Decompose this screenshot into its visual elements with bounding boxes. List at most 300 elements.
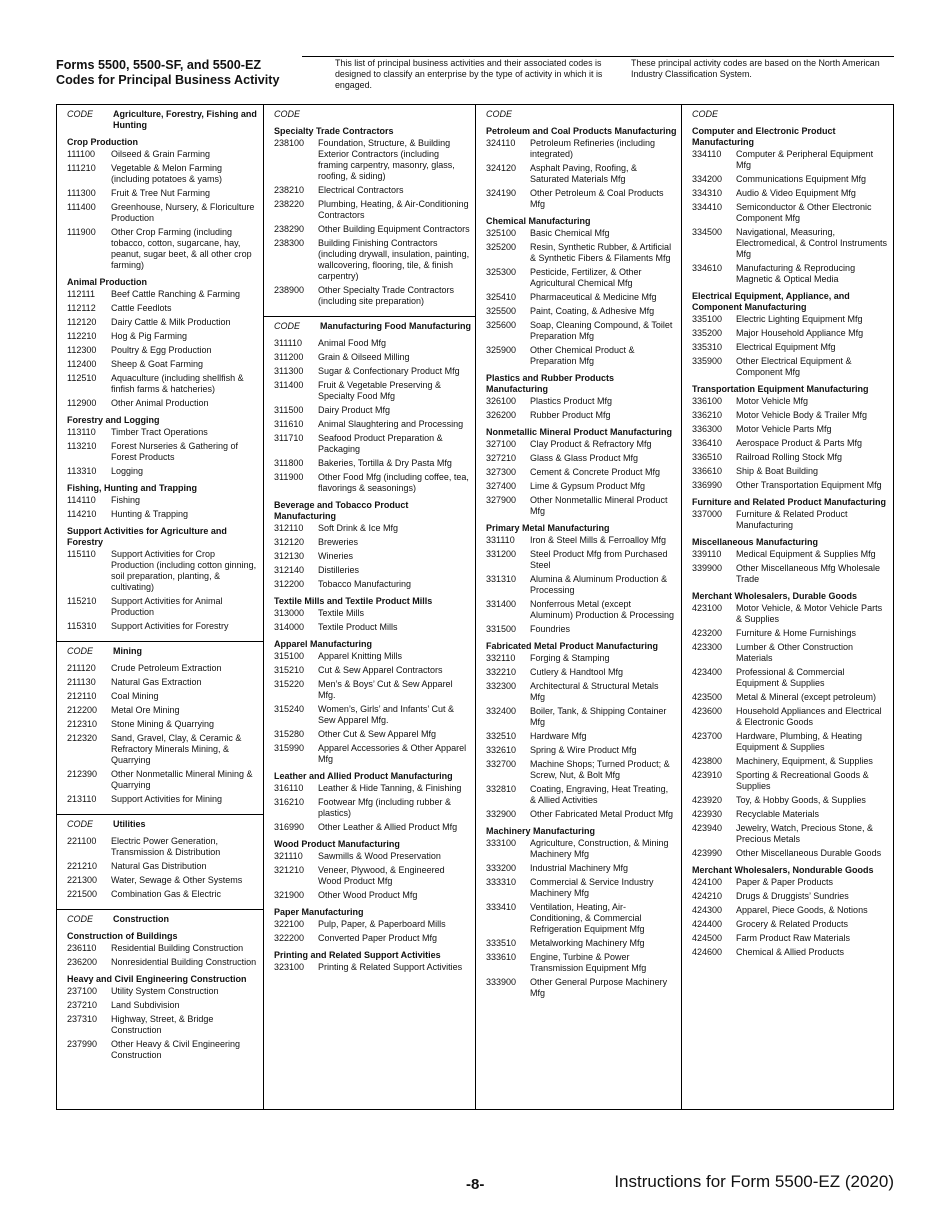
code-row [692,424,890,435]
code-row [486,599,678,621]
activity-code: 333610 [486,952,517,962]
activity-description: Plumbing, Heating, & Air-Conditioning Contractors [318,199,469,220]
activity-code: 111900 [67,227,96,237]
activity-description: Highway, Street, & Bridge Construction [111,1014,214,1035]
group-title: Computer and Electronic Product Manufacturing [692,126,836,147]
activity-code: 327300 [486,467,517,477]
code-row [67,188,259,199]
activity-code: 212390 [67,769,98,779]
activity-description: Sugar & Confectionary Product Mfg [318,366,460,376]
activity-description: Railroad Rolling Stock Mfg [736,452,843,462]
code-group [692,497,890,531]
code-group [67,931,259,968]
activity-description: Wineries [318,551,354,561]
code-row [67,509,259,520]
code-row [274,138,472,182]
activity-code: 423920 [692,795,723,805]
code-row [692,227,890,260]
code-row [486,228,678,239]
activity-description: Other Food Mfg (including coffee, tea, flavorings & seasonings) [318,472,469,493]
code-row [67,957,259,968]
activity-code: 315220 [274,679,305,689]
code-group [67,137,259,271]
code-row [67,943,259,954]
activity-code: 221300 [67,875,98,885]
activity-description: Furniture & Home Furnishings [736,628,857,638]
activity-description: Resin, Synthetic Rubber, & Artificial & Synthetic Fibers & Filaments Mfg [530,242,672,263]
activity-description: Support Activities for Forestry [111,621,229,631]
activity-code: 325300 [486,267,517,277]
activity-description: Nonresidential Building Construction [111,957,257,967]
code-row [692,263,890,285]
group-title: Leather and Allied Product Manufacturing [274,771,453,781]
activity-description: Natural Gas Distribution [111,861,207,871]
activity-description: Poultry & Egg Production [111,345,212,355]
activity-description: Apparel Knitting Mills [318,651,403,661]
activity-code: 336300 [692,424,723,434]
activity-code: 326200 [486,410,517,420]
code-row [692,410,890,421]
activity-description: Electrical Contractors [318,185,404,195]
activity-code: 315280 [274,729,305,739]
code-group [486,427,678,517]
activity-description: Sporting & Recreational Goods & Supplies [736,770,869,791]
code-row [692,809,890,820]
code-row [274,962,472,973]
code-row [692,188,890,199]
activity-code: 332110 [486,653,516,663]
activity-code: 424400 [692,919,723,929]
activity-description: Grain & Oilseed Milling [318,352,410,362]
activity-description: Major Household Appliance Mfg [736,328,864,338]
activity-description: Forging & Stamping [530,653,610,663]
code-row [486,163,678,185]
activity-description: Building Finishing Contractors (including drywall, insulation, painting, wallcovering, flooring, tile, & finish carpentry) [318,238,470,281]
group-title: Specialty Trade Contractors [274,126,394,136]
activity-code: 331110 [486,535,515,545]
activity-description: Boiler, Tank, & Shipping Container Mfg [530,706,667,727]
code-section [682,105,894,963]
code-row [67,986,259,997]
activity-description: Other Heavy & Civil Engineering Construction [111,1039,241,1060]
activity-code: 325410 [486,292,517,302]
activity-description: Metal Ore Mining [111,705,180,715]
activity-description: Other Animal Production [111,398,209,408]
activity-description: Other Specialty Trade Contractors (including site preparation) [318,285,455,306]
activity-code: 424210 [692,891,723,901]
activity-code: 315100 [274,651,305,661]
code-row [692,603,890,625]
code-group [67,974,259,1061]
code-row [486,396,678,407]
code-row [67,303,259,314]
activity-code: 423600 [692,706,723,716]
code-label: CODE [67,109,94,119]
activity-description: Textile Mills [318,608,365,618]
activity-description: Metal & Mineral (except petroleum) [736,692,877,702]
code-row [274,419,472,430]
activity-description: Petroleum Refineries (including integrated) [530,138,656,159]
activity-code: 325500 [486,306,517,316]
naics-note: These principal activity codes are based on the North American Industry Classification System. [631,58,880,80]
activity-description: Paper & Paper Products [736,877,834,887]
code-row [692,549,890,560]
activity-code: 238210 [274,185,305,195]
code-row [692,848,890,859]
code-group [67,277,259,409]
code-row [274,185,472,196]
activity-description: Semiconductor & Other Electronic Component Mfg [736,202,872,223]
code-row [67,1014,259,1036]
group-title: Furniture and Related Product Manufacturing [692,497,887,507]
code-row [486,653,678,664]
code-group [67,663,259,805]
code-row [274,729,472,740]
activity-description: Sawmills & Wood Preservation [318,851,441,861]
activity-code: 333900 [486,977,517,987]
activity-code: 327210 [486,453,517,463]
activity-code: 333200 [486,863,517,873]
activity-code: 324120 [486,163,517,173]
code-group [274,639,472,765]
code-row [486,495,678,517]
activity-code: 323100 [274,962,305,972]
activity-code: 333510 [486,938,517,948]
code-row [67,359,259,370]
group-title: Paper Manufacturing [274,907,364,917]
code-row [67,861,259,872]
activity-description: Paint, Coating, & Adhesive Mfg [530,306,655,316]
activity-description: Steel Product Mfg from Purchased Steel [530,549,668,570]
activity-code: 324110 [486,138,516,148]
activity-description: Jewelry, Watch, Precious Stone, & Precious Metals [736,823,874,844]
code-row [67,663,259,674]
code-row [67,441,259,463]
activity-code: 424300 [692,905,723,915]
code-row [692,947,890,958]
activity-code: 312130 [274,551,305,561]
activity-description: Residential Building Construction [111,943,244,953]
group-title: Primary Metal Manufacturing [486,523,610,533]
activity-description: Dairy Cattle & Milk Production [111,317,231,327]
code-row [692,466,890,477]
code-section [57,909,263,1066]
code-row [692,438,890,449]
activity-code: 111300 [67,188,96,198]
activity-code: 315240 [274,704,305,714]
code-label: CODE [486,109,513,119]
code-row [486,706,678,728]
activity-description: Stone Mining & Quarrying [111,719,215,729]
code-row [486,759,678,781]
activity-code: 311400 [274,380,304,390]
activity-description: Other Petroleum & Coal Products Mfg [530,188,664,209]
code-row [67,691,259,702]
activity-description: Toy, & Hobby Goods, & Supplies [736,795,866,805]
activity-code: 211130 [67,677,96,687]
activity-description: Fruit & Tree Nut Farming [111,188,211,198]
activity-description: Electric Power Generation, Transmission & Distribution [111,836,221,857]
activity-description: Apparel Accessories & Other Apparel Mfg [318,743,467,764]
code-row [692,919,890,930]
group-title: Heavy and Civil Engineering Construction [67,974,247,984]
activity-code: 316990 [274,822,305,832]
activity-code: 327100 [486,439,517,449]
activity-code: 335900 [692,356,723,366]
code-row [67,769,259,791]
code-group [67,526,259,632]
code-row [486,467,678,478]
activity-description: Metalworking Machinery Mfg [530,938,645,948]
code-row [67,227,259,271]
activity-description: Support Activities for Crop Production (including cotton ginning, soil preparation, planting, & cultivating) [111,549,257,592]
activity-description: Greenhouse, Nursery, & Floriculture Production [111,202,255,223]
group-title: Beverage and Tobacco Product Manufacturing [274,500,409,521]
activity-description: Animal Food Mfg [318,338,387,348]
activity-description: Vegetable & Melon Farming (including potatoes & yams) [111,163,223,184]
activity-code: 112111 [67,289,96,299]
activity-description: Engine, Turbine & Power Transmission Equipment Mfg [530,952,647,973]
section-title: Utilities [113,819,146,829]
activity-code: 339110 [692,549,722,559]
code-row [274,933,472,944]
code-group [274,596,472,633]
activity-description: Recyclable Materials [736,809,820,819]
activity-code: 332900 [486,809,517,819]
codes-column [263,105,476,1109]
activity-description: Spring & Wire Product Mfg [530,745,637,755]
activity-code: 212310 [67,719,98,729]
activity-description: Hunting & Trapping [111,509,189,519]
code-group [692,291,890,378]
activity-code: 322200 [274,933,305,943]
activity-description: Foundation, Structure, & Building Exterior Contractors (including framing carpentry, masonry, glass, roofing, & siding) [318,138,455,181]
code-group [274,126,472,307]
activity-code: 322100 [274,919,305,929]
activity-description: Sand, Gravel, Clay, & Ceramic & Refractory Minerals Mining, & Quarrying [111,733,242,765]
activity-description: Other Nonmetallic Mineral Product Mfg [530,495,668,516]
activity-code: 336510 [692,452,723,462]
activity-description: Ventilation, Heating, Air-Conditioning, & Commercial Refrigeration Equipment Mfg [530,902,645,934]
code-section [57,814,263,905]
activity-description: Printing & Related Support Activities [318,962,463,972]
activity-description: Clay Product & Refractory Mfg [530,439,652,449]
code-group [274,907,472,944]
codes-column [57,105,263,1109]
activity-code: 115310 [67,621,97,631]
activity-description: Logging [111,466,144,476]
activity-code: 423100 [692,603,723,613]
code-row [274,458,472,469]
code-row [486,877,678,899]
activity-description: Household Appliances and Electrical & Electronic Goods [736,706,882,727]
activity-description: Hardware Mfg [530,731,587,741]
code-row [274,665,472,676]
codes-column [475,105,682,1109]
activity-code: 334110 [692,149,722,159]
activity-description: Nonferrous Metal (except Aluminum) Production & Processing [530,599,675,620]
code-row [486,681,678,703]
page-number: -8- [466,1176,485,1193]
activity-description: Motor Vehicle Parts Mfg [736,424,832,434]
code-row [692,823,890,845]
activity-description: Manufacturing & Reproducing Magnetic & Optical Media [736,263,856,284]
code-row [692,933,890,944]
activity-description: Medical Equipment & Supplies Mfg [736,549,876,559]
activity-code: 336610 [692,466,723,476]
activity-code: 115210 [67,596,97,606]
code-row [274,579,472,590]
activity-code: 213110 [67,794,97,804]
activity-code: 336990 [692,480,723,490]
code-row [486,952,678,974]
code-row [486,453,678,464]
activity-description: Communications Equipment Mfg [736,174,867,184]
activity-code: 334200 [692,174,723,184]
activity-description: Apparel, Piece Goods, & Notions [736,905,868,915]
activity-description: Women’s, Girls’ and Infants’ Cut & Sew Apparel Mfg. [318,704,455,725]
code-row [486,345,678,367]
activity-description: Other Miscellaneous Mfg Wholesale Trade [736,563,881,584]
activity-description: Textile Product Mills [318,622,398,632]
code-row [274,285,472,307]
code-group [274,338,472,494]
activity-description: Footwear Mfg (including rubber & plastics) [318,797,452,818]
activity-code: 332610 [486,745,517,755]
activity-code: 312110 [274,523,304,533]
code-row [67,317,259,328]
footer-title: Instructions for Form 5500-EZ (2020) [614,1172,894,1191]
activity-description: Hardware, Plumbing, & Heating Equipment & Supplies [736,731,863,752]
activity-description: Other General Purpose Machinery Mfg [530,977,668,998]
activity-description: Other Electrical Equipment & Component Mfg [736,356,852,377]
code-row [67,836,259,858]
activity-description: Support Activities for Animal Production [111,596,223,617]
code-row [274,338,472,349]
code-row [67,596,259,618]
activity-description: Rubber Product Mfg [530,410,611,420]
activity-code: 423400 [692,667,723,677]
section-title: Manufacturing Food Manufacturing [320,321,471,331]
code-row [486,242,678,264]
activity-description: Crude Petroleum Extraction [111,663,222,673]
activity-description: Audio & Video Equipment Mfg [736,188,856,198]
code-row [692,452,890,463]
activity-description: Coal Mining [111,691,159,701]
activity-description: Pharmaceutical & Medicine Mfg [530,292,657,302]
activity-code: 332700 [486,759,517,769]
activity-description: Other Crop Farming (including tobacco, cotton, sugarcane, hay, peanut, sugar beet, & all other crop farming) [111,227,252,270]
activity-code: 332510 [486,731,517,741]
code-row [274,366,472,377]
code-row [274,380,472,402]
activity-code: 333410 [486,902,517,912]
code-row [67,794,259,805]
code-row [67,466,259,477]
activity-description: Beef Cattle Ranching & Farming [111,289,241,299]
activity-code: 316110 [274,783,304,793]
code-row [67,163,259,185]
code-row [274,890,472,901]
code-row [486,188,678,210]
activity-code: 112120 [67,317,97,327]
codes-column [681,105,894,1109]
code-row [274,537,472,548]
activity-description: Other Cut & Sew Apparel Mfg [318,729,437,739]
code-group [692,591,890,859]
activity-description: Distilleries [318,565,360,575]
activity-code: 325200 [486,242,517,252]
activity-code: 333310 [486,877,517,887]
section-title: Agriculture, Forestry, Fishing and Hunting [113,109,257,130]
group-title: Animal Production [67,277,148,287]
activity-code: 332210 [486,667,517,677]
section-header [274,321,472,332]
activity-description: Furniture & Related Product Manufacturing [736,509,848,530]
activity-code: 331500 [486,624,517,634]
code-group [486,373,678,421]
activity-code: 221500 [67,889,98,899]
activity-code: 423800 [692,756,723,766]
code-group [486,826,678,999]
activity-code: 113210 [67,441,97,451]
activity-code: 111400 [67,202,96,212]
activity-code: 311500 [274,405,304,415]
activity-description: Machinery, Equipment, & Supplies [736,756,873,766]
code-row [67,875,259,886]
activity-description: Cement & Concrete Product Mfg [530,467,661,477]
activity-code: 423500 [692,692,723,702]
code-row [67,331,259,342]
code-row [692,509,890,531]
activity-code: 238290 [274,224,305,234]
code-row [486,809,678,820]
code-row [274,919,472,930]
activity-code: 237210 [67,1000,98,1010]
code-row [486,320,678,342]
activity-code: 423940 [692,823,723,833]
activity-code: 111100 [67,149,96,159]
code-group [67,415,259,477]
activity-description: Pesticide, Fertilizer, & Other Agricultural Chemical Mfg [530,267,642,288]
activity-code: 336210 [692,410,723,420]
activity-code: 327400 [486,481,517,491]
code-row [692,731,890,753]
code-row [274,651,472,662]
code-row [67,889,259,900]
activity-description: Other Fabricated Metal Product Mfg [530,809,674,819]
code-row [67,1000,259,1011]
activity-description: Navigational, Measuring, Electromedical, & Control Instruments Mfg [736,227,888,259]
activity-description: Animal Slaughtering and Processing [318,419,464,429]
activity-description: Coating, Engraving, Heat Treating, & Allied Activities [530,784,669,805]
activity-description: Natural Gas Extraction [111,677,202,687]
activity-code: 332810 [486,784,517,794]
code-row [486,667,678,678]
code-group [67,483,259,520]
activity-description: Lime & Gypsum Product Mfg [530,481,646,491]
code-row [274,743,472,765]
activity-description: Aerospace Product & Parts Mfg [736,438,863,448]
code-row [692,877,890,888]
activity-description: Other Nonmetallic Mineral Mining & Quarrying [111,769,253,790]
activity-description: Electric Lighting Equipment Mfg [736,314,863,324]
code-row [67,398,259,409]
activity-description: Electrical Equipment Mfg [736,342,836,352]
activity-description: Tobacco Manufacturing [318,579,412,589]
code-section [476,105,682,1004]
activity-description: Agriculture, Construction, & Mining Machinery Mfg [530,838,669,859]
